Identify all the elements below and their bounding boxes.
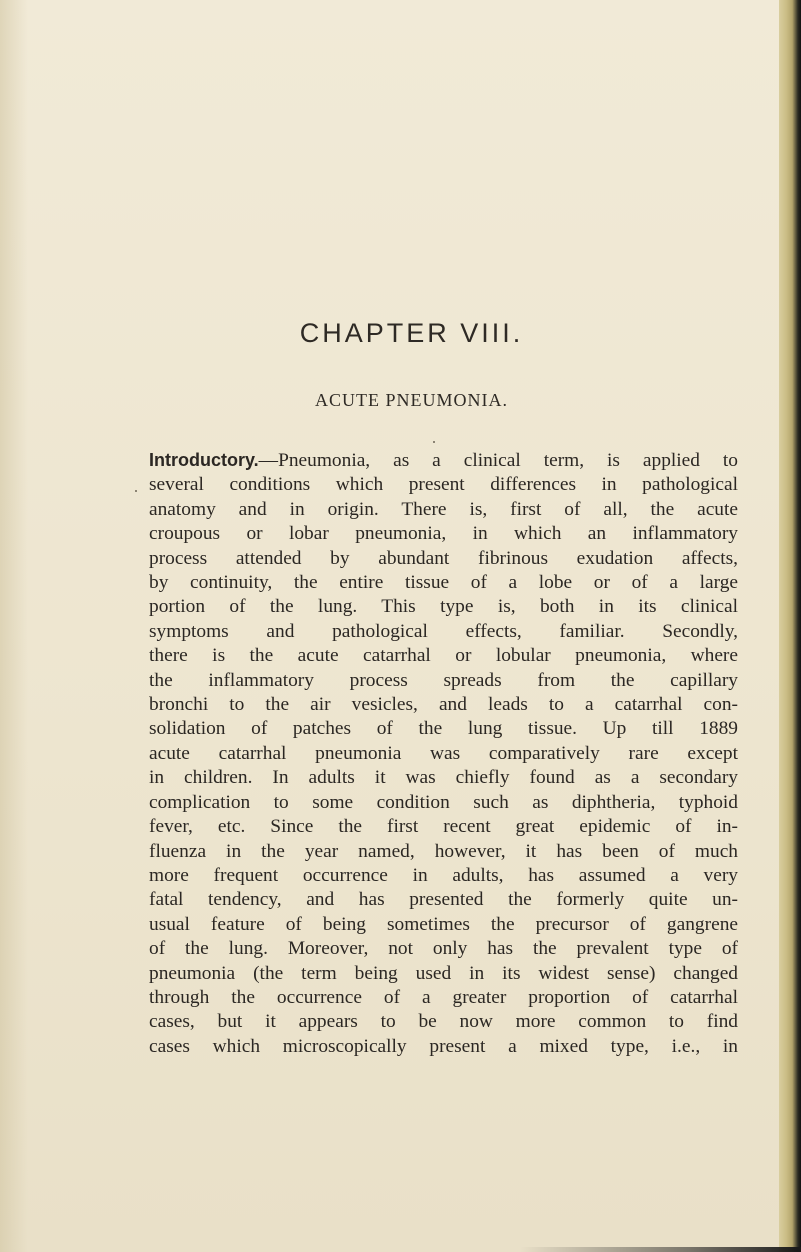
text-line: the inflammatory process spreads from the capillary — [149, 669, 738, 691]
body-paragraph — [149, 448, 738, 1059]
text-line: there is the acute catarrhal or lobular pneumonia, where — [149, 645, 738, 667]
text-line: pneumonia (the term being used in its widest sense) changed — [149, 962, 738, 984]
text-line: several conditions which present differences in pathological — [149, 474, 738, 496]
chapter-title: ACUTE PNEUMONIA. — [315, 390, 508, 410]
text-line: cases which microscopically present a mixed type, i.e., in — [149, 1035, 738, 1057]
text-line-content: —Pneumonia, as a clinical term, is applied to — [258, 450, 738, 471]
text-line: fluenza in the year named, however, it has been of much — [149, 840, 738, 862]
text-line: solidation of patches of the lung tissue. Up till 1889 — [149, 718, 738, 740]
text-line: of the lung. Moreover, not only has the prevalent type of — [149, 938, 738, 960]
text-line: through the occurrence of a greater proportion of catarrhal — [149, 986, 738, 1008]
text-line — [149, 448, 738, 473]
page-binding-edge — [779, 0, 801, 1252]
text-line: portion of the lung. This type is, both in its clinical — [149, 596, 738, 618]
text-line: by continuity, the entire tissue of a lobe or of a large — [149, 572, 738, 594]
text-line: fatal tendency, and has presented the formerly quite un- — [149, 889, 738, 911]
text-line: more frequent occurrence in adults, has assumed a very — [149, 864, 738, 886]
text-line: fever, etc. Since the first recent great epidemic of in- — [149, 816, 738, 838]
paragraph-lead-in: Introductory. — [149, 450, 259, 470]
text-line: usual feature of being sometimes the precursor of gangrene — [149, 913, 738, 935]
text-line: croupous or lobar pneumonia, in which an inflammatory — [149, 523, 738, 545]
page-bottom-shadow — [520, 1247, 801, 1252]
text-line: in children. In adults it was chiefly found as a secondary — [149, 767, 738, 789]
chapter-heading: CHAPTER VIII. — [299, 318, 524, 348]
text-line: process attended by abundant fibrinous exudation affects, — [149, 547, 738, 569]
paper-speck — [433, 441, 435, 443]
paper-speck — [135, 490, 137, 492]
text-line: complication to some condition such as diphtheria, typhoid — [149, 791, 738, 813]
text-line: cases, but it appears to be now more common to find — [149, 1011, 738, 1033]
text-line: symptoms and pathological effects, familiar. Secondly, — [149, 620, 738, 642]
text-line: anatomy and in origin. There is, first of all, the acute — [149, 498, 738, 520]
text-line: bronchi to the air vesicles, and leads to a catarrhal con- — [149, 694, 738, 716]
text-line: acute catarrhal pneumonia was comparatively rare except — [149, 742, 738, 764]
